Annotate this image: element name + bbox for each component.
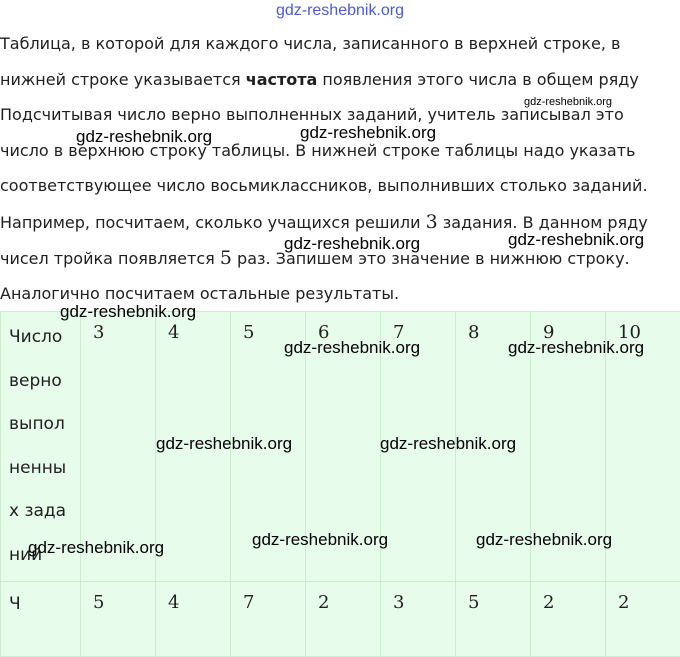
definition-text-before: нижней строке указывается	[0, 70, 246, 89]
explanation-line-4	[0, 204, 680, 242]
explanation-text: задания. В данном ряду	[438, 213, 648, 232]
table-cell: 3	[81, 312, 156, 582]
table-cell: 2	[531, 582, 606, 657]
watermark: gdz-reshebnik.org	[28, 538, 164, 558]
explanation-line-2: число в верхнюю строку таблицы. В нижней строке таблицы надо указать	[0, 133, 680, 170]
watermark: gdz-reshebnik.org	[60, 302, 196, 322]
watermark: gdz-reshebnik.org	[508, 338, 644, 358]
explanation-line-5	[0, 240, 680, 278]
table-cell: 2	[606, 582, 680, 657]
table-cell: 5	[456, 582, 531, 657]
table-cell: 8	[456, 312, 531, 582]
table-cell: 7	[381, 312, 456, 582]
explanation-number: 3	[426, 211, 438, 233]
explanation-line-6: Аналогично посчитаем остальные результаты.	[0, 276, 680, 313]
explanation-text: раз. Запишем это значение в нижнюю строку.	[232, 249, 630, 268]
table-cell: 5	[231, 312, 306, 582]
table-cell: 10	[606, 312, 680, 582]
explanation-line-1: Подсчитывая число верно выполненных заданий, учитель записывал это	[0, 97, 680, 134]
watermark: gdz-reshebnik.org	[284, 338, 420, 358]
watermark: gdz-reshebnik.org	[284, 234, 420, 254]
watermark: gdz-reshebnik.org	[476, 530, 612, 550]
table-cell: 9	[531, 312, 606, 582]
site-header-link[interactable]: gdz-reshebnik.org	[0, 2, 680, 20]
table-cell: 4	[156, 312, 231, 582]
table-cell: 2	[306, 582, 381, 657]
explanation-line-3: соответствующее число восьмиклассников, выполнивших столько заданий.	[0, 168, 680, 205]
watermark: gdz-reshebnik.org	[76, 127, 212, 147]
table-row-tasks	[1, 312, 680, 582]
table-cell: 5	[81, 582, 156, 657]
watermark: gdz-reshebnik.org	[300, 123, 436, 143]
frequency-table	[0, 311, 680, 657]
table-cell: 6	[306, 312, 381, 582]
table-cell: 4	[156, 582, 231, 657]
definition-term: частота	[246, 70, 318, 89]
explanation-text: чисел тройка появляется	[0, 249, 220, 268]
watermark: gdz-reshebnik.org	[380, 434, 516, 454]
watermark: gdz-reshebnik.org	[524, 96, 612, 108]
explanation-text: Например, посчитаем, сколько учащихся решили	[0, 213, 426, 232]
row-label-tasks: Число верно выполненных заданий	[1, 312, 81, 582]
definition-line-1: Таблица, в которой для каждого числа, записанного в верхней строке, в	[0, 26, 680, 63]
table-cell: 7	[231, 582, 306, 657]
definition-line-2	[0, 62, 680, 99]
row-label-frequency: Ч	[1, 582, 81, 657]
watermark: gdz-reshebnik.org	[508, 230, 644, 250]
definition-text-after: появления этого числа в общем ряду	[317, 70, 639, 89]
explanation-number: 5	[220, 247, 232, 269]
table-row-frequency	[1, 582, 680, 657]
watermark: gdz-reshebnik.org	[156, 434, 292, 454]
table-cell: 3	[381, 582, 456, 657]
watermark: gdz-reshebnik.org	[252, 530, 388, 550]
